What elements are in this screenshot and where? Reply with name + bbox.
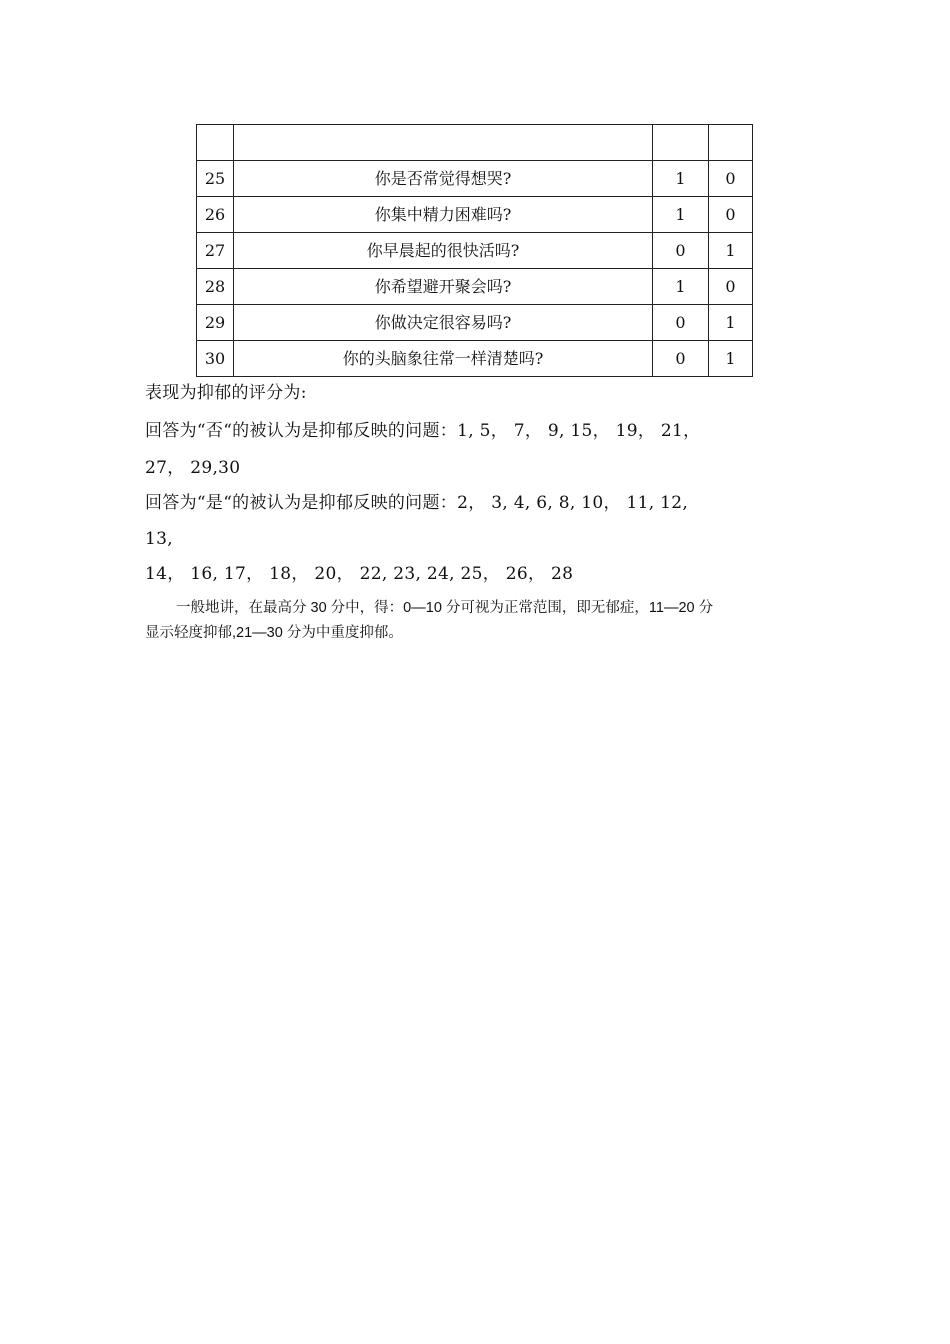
- item-score-yes: 0: [653, 305, 709, 341]
- item-question: 你是否常觉得想哭?: [234, 161, 653, 197]
- table-row: [197, 305, 753, 341]
- item-score-no: 1: [709, 341, 753, 377]
- item-question: 你集中精力困难吗?: [234, 197, 653, 233]
- item-score-yes: 1: [653, 269, 709, 305]
- table-row: [197, 161, 753, 197]
- item-score-yes: 0: [653, 341, 709, 377]
- item-score-no: 0: [709, 197, 753, 233]
- item-number: 27: [197, 233, 234, 269]
- scoring-heading: 表现为抑郁的评分为:: [145, 383, 307, 403]
- table-row: [197, 269, 753, 305]
- item-score-no: 0: [709, 161, 753, 197]
- item-question: 你做决定很容易吗?: [234, 305, 653, 341]
- yes-answer-items-line-3: 14， 16, 17， 18， 20， 22, 23, 24, 25， 26， 28: [145, 564, 574, 584]
- interpretation-note-line-2: 显示轻度抑郁,21—30 分为中重度抑郁。: [145, 625, 403, 641]
- table-row: [197, 233, 753, 269]
- item-number: 30: [197, 341, 234, 377]
- interpretation-note-line-1: 一般地讲，在最高分 30 分中，得：0—10 分可视为正常范围，即无郁症，11—20 分: [176, 600, 714, 616]
- header-cell-yes: [653, 125, 709, 161]
- item-number: 25: [197, 161, 234, 197]
- item-number: 26: [197, 197, 234, 233]
- table-row: [197, 197, 753, 233]
- item-score-yes: 1: [653, 161, 709, 197]
- yes-answer-items-line-2: 13,: [145, 529, 173, 549]
- item-number: 29: [197, 305, 234, 341]
- item-question: 你早晨起的很快活吗?: [234, 233, 653, 269]
- yes-answer-items-line-1: 回答为“是“的被认为是抑郁反映的问题：2， 3, 4, 6, 8, 10， 11, 12,: [145, 493, 689, 513]
- item-score-no: 0: [709, 269, 753, 305]
- score-table: [196, 124, 753, 377]
- table-header-row: [197, 125, 753, 161]
- table-row: [197, 341, 753, 377]
- header-cell-num: [197, 125, 234, 161]
- no-answer-items-line-1: 回答为“否“的被认为是抑郁反映的问题：1, 5， 7， 9, 15， 19， 21，: [145, 421, 701, 441]
- item-question: 你的头脑象往常一样清楚吗?: [234, 341, 653, 377]
- no-answer-items-line-2: 27， 29,30: [145, 458, 241, 478]
- item-score-no: 1: [709, 233, 753, 269]
- item-number: 28: [197, 269, 234, 305]
- header-cell-no: [709, 125, 753, 161]
- item-question: 你希望避开聚会吗?: [234, 269, 653, 305]
- header-cell-question: [234, 125, 653, 161]
- item-score-yes: 0: [653, 233, 709, 269]
- item-score-no: 1: [709, 305, 753, 341]
- item-score-yes: 1: [653, 197, 709, 233]
